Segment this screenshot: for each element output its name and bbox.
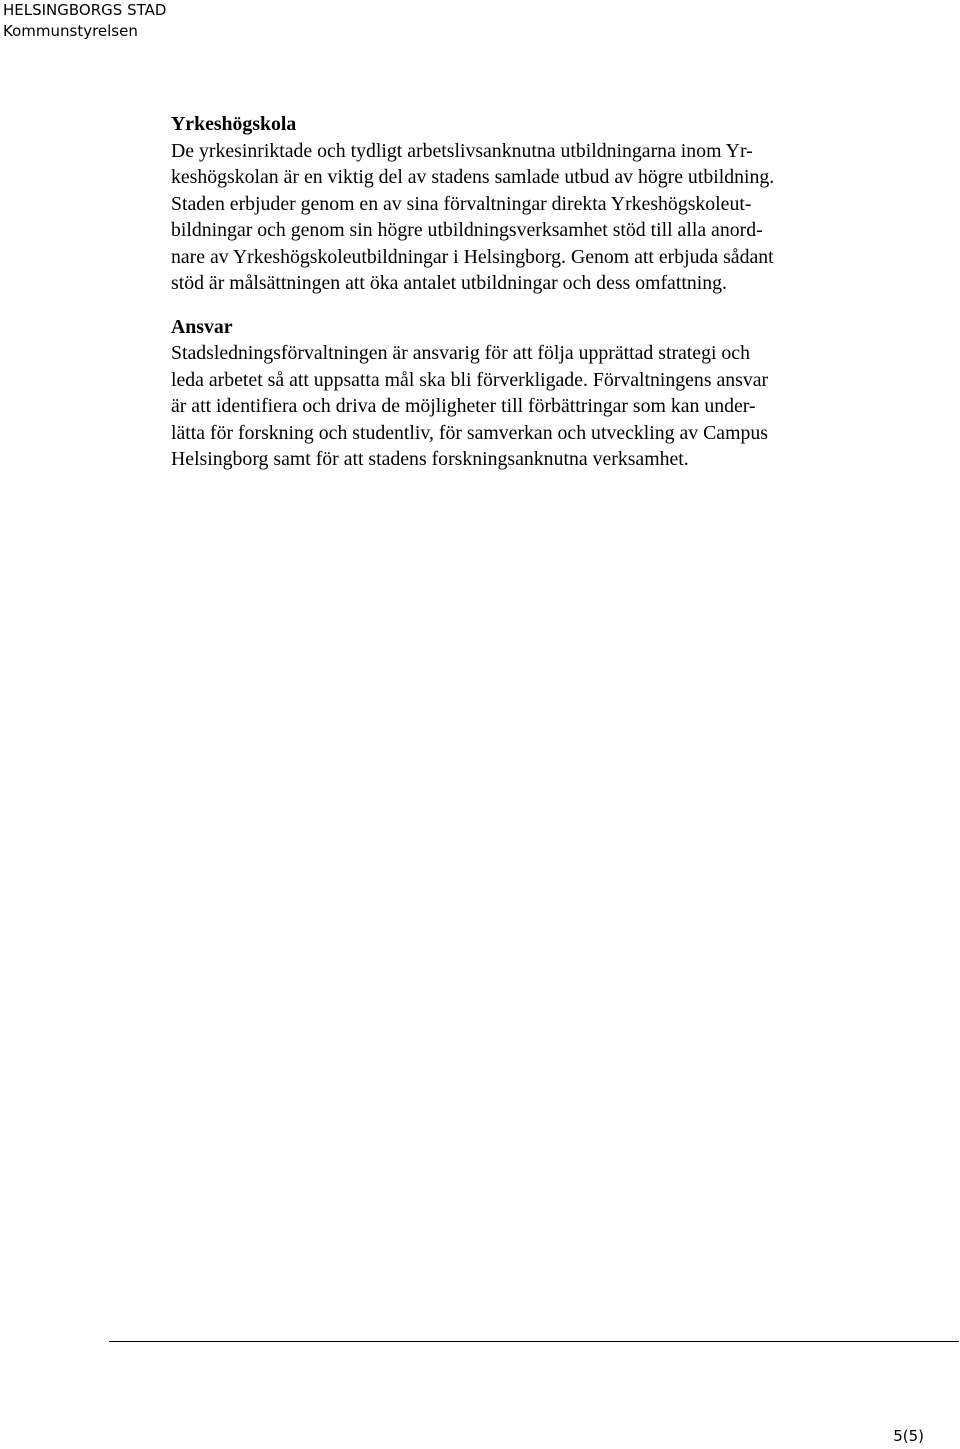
paragraph-line: keshögskolan är en viktig del av stadens samlade utbud av högre utbildning.	[171, 166, 775, 188]
section-ansvar	[171, 314, 871, 473]
document-body	[171, 111, 871, 473]
footer-divider	[109, 1341, 959, 1342]
paragraph-line: Helsingborg samt för att stadens forskningsanknutna verksamhet.	[171, 448, 689, 470]
section-yrkeshogskola	[171, 111, 871, 297]
paragraph-line: De yrkesinriktade och tydligt arbetslivsanknutna utbildningarna inom Yr-	[171, 139, 753, 162]
paragraph-line: Staden erbjuder genom en av sina förvaltningar direkta Yrkeshögskoleut-	[171, 192, 752, 215]
paragraph-line: stöd är målsättningen att öka antalet utbildningar och dess omfattning.	[171, 272, 727, 294]
paragraph-line: är att identifiera och driva de möjligheter till förbättringar som kan under-	[171, 395, 756, 417]
paragraph-line: Stadsledningsförvaltningen är ansvarig för att följa upprättad strategi och	[171, 342, 750, 364]
page-header	[3, 0, 166, 42]
section-heading: Ansvar	[171, 315, 233, 338]
paragraph-line: nare av Yrkeshögskoleutbildningar i Helsingborg. Genom att erbjuda sådant	[171, 245, 774, 268]
paragraph-line: bildningar och genom sin högre utbildningsverksamhet stöd till alla anord-	[171, 219, 763, 241]
paragraph-line: leda arbetet så att uppsatta mål ska bli förverkligade. Förvaltningens ansvar	[171, 368, 769, 391]
page-number: 5(5)	[893, 1427, 924, 1445]
section-heading: Yrkeshögskola	[171, 113, 297, 135]
department-name: Kommunstyrelsen	[3, 22, 138, 40]
organization-name: HELSINGBORGS STAD	[3, 1, 167, 19]
paragraph-line: lätta för forskning och studentliv, för samverkan och utveckling av Campus	[171, 421, 768, 444]
